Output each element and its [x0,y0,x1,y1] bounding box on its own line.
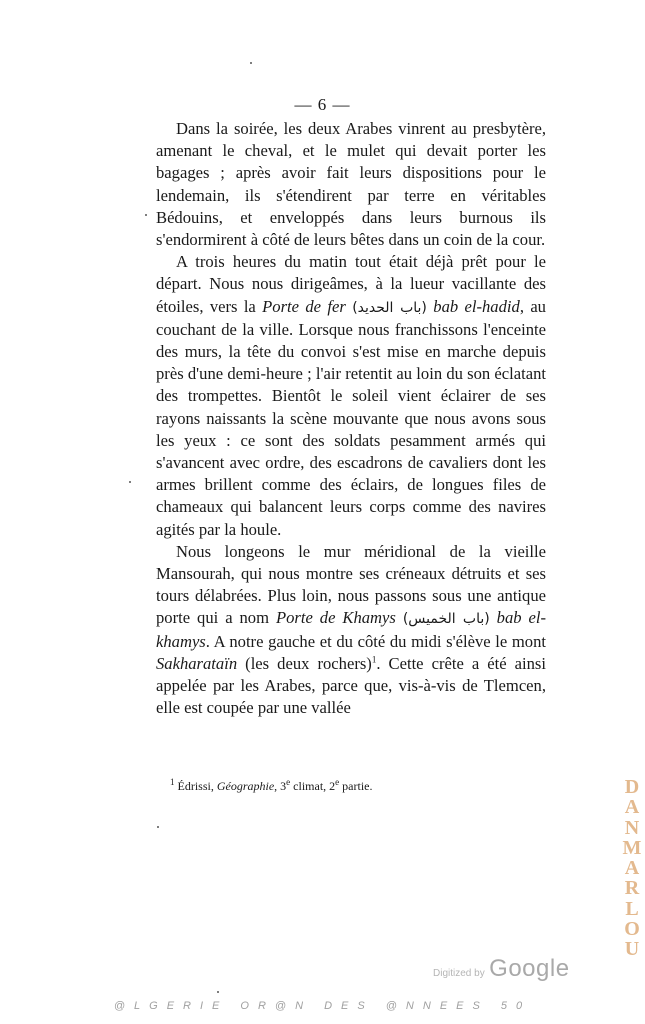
paragraph-3: Nous longeons le mur méridional de la vieille Mansourah, qui nous montre ses créneaux détruits et ses tours délabrées. Plus loin, nous passons sous une antique porte qui a nom Porte de Khamys (باب الخميس) bab el-khamys. A notre gauche et du côté du midi s'élève le mont Sakharataïn (les deux rochers)$^1$. Cette crête a été ainsi appelée par les Arabes, parce que, vis-à-vis de Tlemcen, elle est coupée par une vallée [156,541,547,718]
footnote: $^1$ Édrissi, Géographie, 3e climat, 2e partie. [170,777,373,793]
arabic-bab-el-hadid: (باب الحديد) [352,299,427,316]
footnote-number: 1 [170,777,175,787]
digitized-prefix: Digitized by [433,968,485,979]
google-logo: Google [489,955,570,982]
scan-speck [157,826,159,828]
digitized-by-google [433,955,570,983]
body-text [156,118,546,719]
scan-speck [250,62,252,64]
side-watermark: DANMARLOU [622,776,642,961]
footer-watermark: @LGERIE OR@N DES @NNEES 50 [113,1000,532,1012]
scan-speck [217,991,219,993]
paragraph-1: Dans la soirée, les deux Arabes vinrent au presbytère, amenant le cheval, et le mulet qui devait porter les bagages ; après avoir fait leurs dispositions pour le lendemain, ils s'étendirent par terre en véritables Bédouins, et enveloppés dans leurs burnous ils s'endormirent à côté de leurs bêtes dans un coin de la cour. [156,119,546,250]
paragraph-2: A trois heures du matin tout était déjà prêt pour le départ. Nous nous dirigeâmes, à la lueur vacillante des étoiles, vers la Porte de fer (باب الحديد) bab el-hadid, au couchant de la ville. Lorsque nous franchissons l'enceinte des murs, la tête du convoi s'est mise en marche depuis près d'une demi-heure ; l'air retentit au loin du son éclatant des trompettes. Bientôt le soleil vient éclairer de ses rayons naissants la scène mouvante que nous avons sous les yeux : ce sont des soldats pesamment armés qui s'avancent avec ordre, des escadrons de cavaliers dont les armes brillent comme des éclairs, de longues files de chameaux qui balancent leurs corps comme des navires agités par la houle. [156,252,546,539]
footnote-ref: 1 [371,654,377,665]
scan-speck [145,214,147,216]
arabic-bab-el-khamys: (باب الخميس) [402,611,490,628]
page-number: — 6 — [294,95,351,114]
scan-speck [129,481,131,483]
